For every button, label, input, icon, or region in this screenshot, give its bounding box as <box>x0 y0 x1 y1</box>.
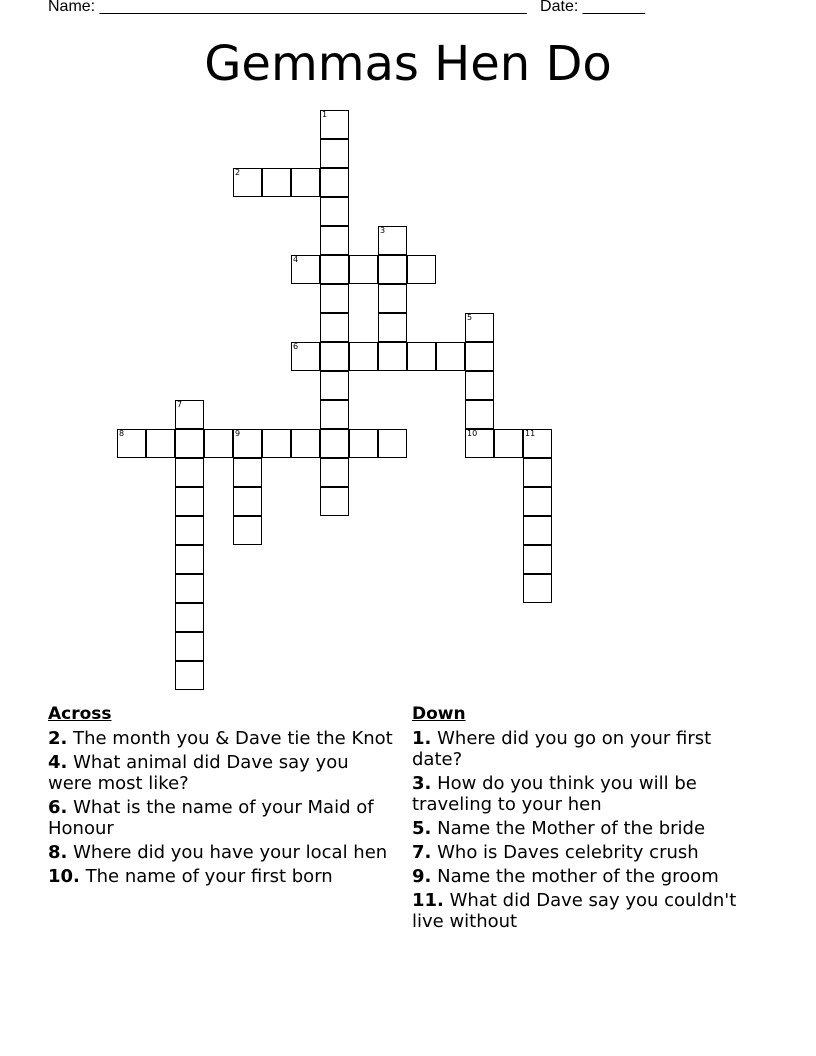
grid-cell[interactable] <box>465 342 494 371</box>
grid-cell[interactable] <box>320 284 349 313</box>
grid-cell[interactable] <box>175 487 204 516</box>
clue-down-11: 11. What did Dave say you couldn't live without <box>412 890 737 932</box>
date-label: Date: <box>540 0 579 15</box>
grid-cell[interactable] <box>233 168 262 197</box>
grid-cell[interactable] <box>523 545 552 574</box>
clue-down-5: 5. Name the Mother of the bride <box>412 818 706 839</box>
grid-cell[interactable] <box>175 458 204 487</box>
clue-down-9: 9. Name the mother of the groom <box>412 866 719 887</box>
name-blank[interactable]: ________________________________________________ <box>99 0 527 15</box>
grid-cell[interactable] <box>407 255 436 284</box>
grid-cell[interactable] <box>378 226 407 255</box>
grid-cell[interactable] <box>378 429 407 458</box>
grid-cell[interactable] <box>233 429 262 458</box>
grid-cell[interactable] <box>378 284 407 313</box>
grid-cell[interactable] <box>262 429 291 458</box>
clue-number: 10 <box>467 429 478 438</box>
clue-number: 5 <box>467 313 473 322</box>
grid-cell[interactable] <box>523 458 552 487</box>
grid-cell[interactable] <box>175 545 204 574</box>
grid-cell[interactable] <box>117 429 146 458</box>
grid-cell[interactable] <box>378 342 407 371</box>
across-heading: Across <box>48 704 112 724</box>
clue-number: 11 <box>525 429 536 438</box>
grid-cell[interactable] <box>523 429 552 458</box>
grid-cell[interactable] <box>175 603 204 632</box>
puzzle-title: Gemmas Hen Do <box>204 36 612 92</box>
grid-cell[interactable] <box>465 371 494 400</box>
grid-cell[interactable] <box>320 458 349 487</box>
grid-cell[interactable] <box>494 429 523 458</box>
clue-number: 4 <box>293 255 299 264</box>
grid-cell[interactable] <box>320 400 349 429</box>
grid-cell[interactable] <box>175 661 204 690</box>
grid-cell[interactable] <box>320 110 349 139</box>
grid-cell[interactable] <box>465 429 494 458</box>
grid-cell[interactable] <box>291 255 320 284</box>
clue-across-8: 8. Where did you have your local hen <box>48 842 388 863</box>
down-heading: Down <box>412 704 466 724</box>
grid-cell[interactable] <box>291 168 320 197</box>
clue-number: 2 <box>235 168 241 177</box>
grid-cell[interactable] <box>465 313 494 342</box>
grid-cell[interactable] <box>233 516 262 545</box>
grid-cell[interactable] <box>523 487 552 516</box>
across-clues <box>48 703 393 890</box>
grid-cell[interactable] <box>349 255 378 284</box>
grid-cell[interactable] <box>320 139 349 168</box>
clue-across-4: 4. What animal did Dave say you were most like? <box>48 752 349 794</box>
grid-cell[interactable] <box>349 429 378 458</box>
grid-cell[interactable] <box>320 429 349 458</box>
clue-number: 1 <box>322 110 328 119</box>
date-blank[interactable]: _______ <box>582 0 646 15</box>
grid-cell[interactable] <box>175 516 204 545</box>
grid-cell[interactable] <box>233 458 262 487</box>
grid-cell[interactable] <box>320 226 349 255</box>
grid-cell[interactable] <box>378 255 407 284</box>
clue-across-10: 10. The name of your first born <box>48 866 333 887</box>
clue-across-2: 2. The month you & Dave tie the Knot <box>48 728 393 749</box>
grid-cell[interactable] <box>146 429 175 458</box>
grid-cell[interactable] <box>175 400 204 429</box>
grid-cell[interactable] <box>175 632 204 661</box>
grid-cell[interactable] <box>291 342 320 371</box>
grid-cell[interactable] <box>378 313 407 342</box>
clue-number: 9 <box>235 429 241 438</box>
grid-cell[interactable] <box>320 487 349 516</box>
clue-number: 3 <box>380 226 386 235</box>
name-label: Name: <box>48 0 96 15</box>
grid-cell[interactable] <box>204 429 233 458</box>
clue-number: 7 <box>177 400 183 409</box>
grid-cell[interactable] <box>320 168 349 197</box>
grid-cell[interactable] <box>233 487 262 516</box>
grid-cell[interactable] <box>523 574 552 603</box>
grid-cell[interactable] <box>320 371 349 400</box>
grid-cell[interactable] <box>175 429 204 458</box>
grid-cell[interactable] <box>175 574 204 603</box>
down-clues <box>412 703 757 935</box>
grid-cell[interactable] <box>436 342 465 371</box>
clue-down-1: 1. Where did you go on your first date? <box>412 728 712 770</box>
grid-cell[interactable] <box>523 516 552 545</box>
grid-cell[interactable] <box>465 400 494 429</box>
clue-down-7: 7. Who is Daves celebrity crush <box>412 842 699 863</box>
clue-number: 8 <box>119 429 125 438</box>
grid-cell[interactable] <box>320 197 349 226</box>
grid-cell[interactable] <box>262 168 291 197</box>
clue-across-6: 6. What is the name of your Maid of Honour <box>48 797 374 839</box>
clue-number: 6 <box>293 342 299 351</box>
grid-cell[interactable] <box>320 255 349 284</box>
grid-cell[interactable] <box>407 342 436 371</box>
clue-down-3: 3. How do you think you will be traveling to your hen <box>412 773 697 815</box>
grid-cell[interactable] <box>320 313 349 342</box>
grid-cell[interactable] <box>349 342 378 371</box>
grid-cell[interactable] <box>320 342 349 371</box>
grid-cell[interactable] <box>291 429 320 458</box>
